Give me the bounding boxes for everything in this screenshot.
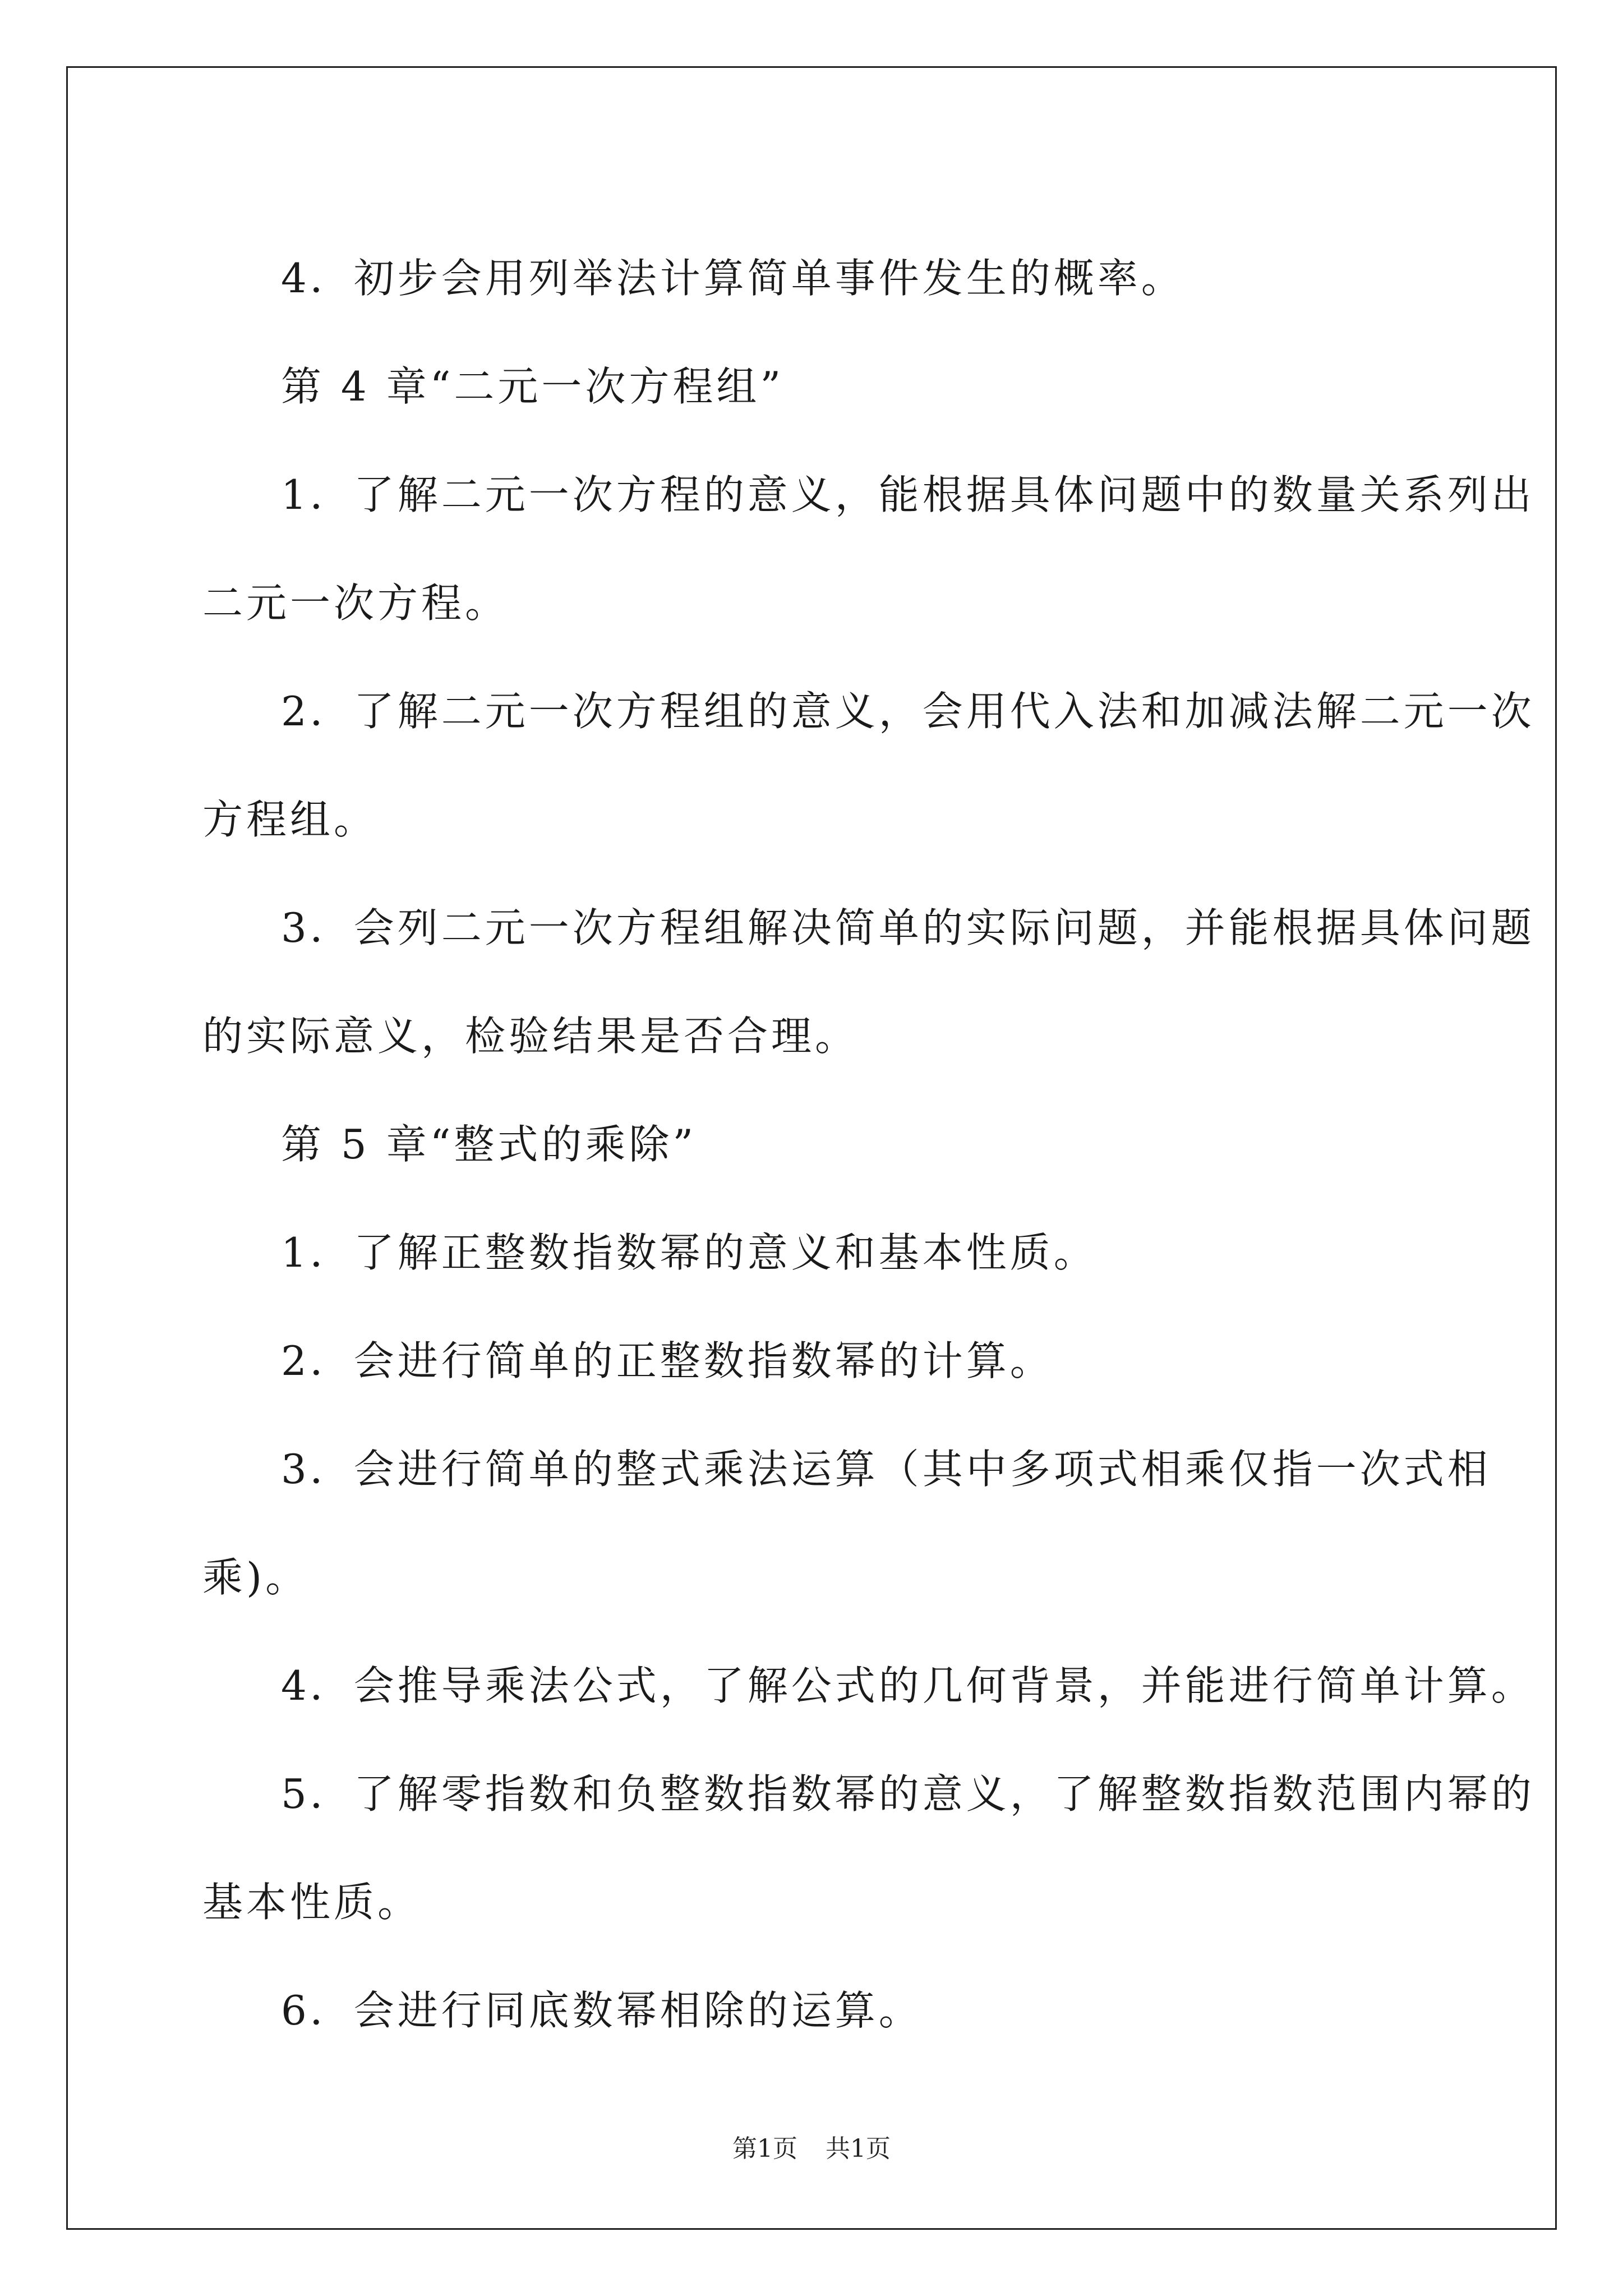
text-line: 6．会进行同底数幂相除的运算。: [281, 1987, 923, 2034]
text-line: 4．会推导乘法公式，了解公式的几何背景，并能进行简单计算。: [281, 1662, 1535, 1709]
page-number: 第1页: [732, 2134, 797, 2163]
page-footer: [68, 2132, 1555, 2166]
text-line: 的实际意义，检验结果是否合理。: [202, 1013, 859, 1060]
text-line: 5．了解零指数和负整数指数幂的意义，了解整数指数范围内幂的: [281, 1770, 1535, 1818]
text-line: 1．了解正整数指数幂的意义和基本性质。: [281, 1229, 1098, 1276]
page-total: 共1页: [826, 2134, 891, 2163]
text-line: 3．会列二元一次方程组解决简单的实际问题，并能根据具体问题: [281, 904, 1535, 951]
text-line: 1．了解二元一次方程的意义，能根据具体问题中的数量关系列出: [281, 471, 1535, 518]
text-line: 3．会进行简单的整式乘法运算（其中多项式相乘仅指一次式相: [281, 1446, 1491, 1493]
text-line: 乘)。: [202, 1554, 310, 1601]
text-line: 方程组。: [202, 796, 378, 843]
text-line: 2．了解二元一次方程组的意义，会用代入法和加减法解二元一次: [281, 688, 1535, 735]
text-line: 2．会进行简单的正整数指数幂的计算。: [281, 1337, 1054, 1384]
chapter-heading: 第 4 章“二元一次方程组”: [281, 363, 785, 410]
chapter-heading: 第 5 章“整式的乘除”: [281, 1121, 697, 1168]
text-line: 4．初步会用列举法计算简单事件发生的概率。: [281, 255, 1185, 302]
text-line: 二元一次方程。: [202, 579, 509, 627]
page-border: [66, 66, 1557, 2230]
text-line: 基本性质。: [202, 1879, 422, 1926]
